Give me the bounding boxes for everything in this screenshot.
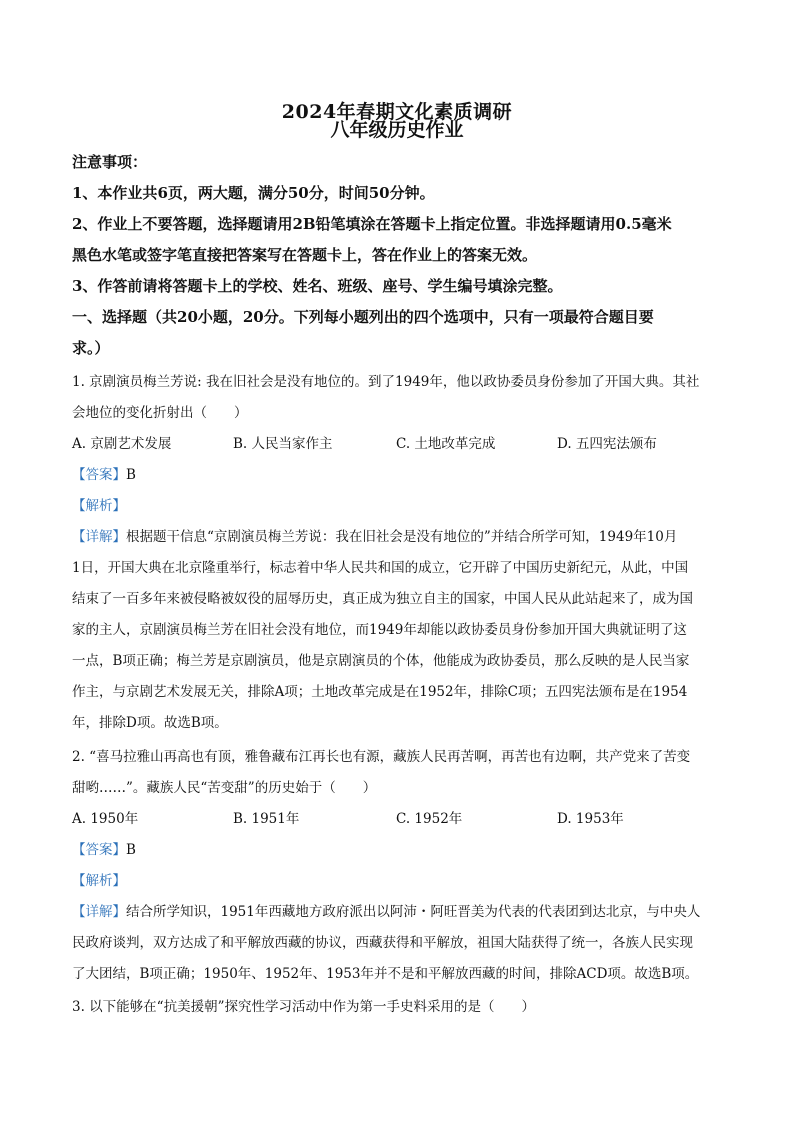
question-2-option-c: C. 1952年	[396, 811, 463, 827]
question-2-detail-line: 民政府谈判，双方达成了和平解放西藏的协议，西藏获得和平解放，祖国大陆获得了统一，各族人民实现	[72, 935, 693, 951]
question-1-option-a: A. 京剧艺术发展	[72, 436, 172, 452]
notice-item: 2、作业上不要答题，选择题请用2B铅笔填涂在答题卡上指定位置。非选择题请用0.5毫米	[72, 215, 672, 233]
question-1-option-b: B. 人民当家作主	[233, 436, 333, 452]
notice-item: 黑色水笔或签字笔直接把答案写在答题卡上，答在作业上的答案无效。	[72, 246, 538, 264]
question-1-analysis-tag: 【解析】	[72, 498, 126, 514]
question-2-option-a: A. 1950年	[72, 811, 139, 827]
question-2-option-b: B. 1951年	[233, 811, 300, 827]
document-title: 2024年春期文化素质调研	[281, 101, 513, 123]
question-1-detail-line: 作主，与京剧艺术发展无关，排除A项；土地改革完成是在1952年，排除C项；五四宪法颁布是在1954	[72, 684, 688, 700]
question-2-answer	[72, 838, 136, 858]
question-1-detail-line: 家的主人，京剧演员梅兰芳在旧社会没有地位，而1949年却能以政协委员身份参加开国大典就证明了这	[72, 622, 687, 638]
question-1-stem-cont: 会地位的变化折射出（ ）	[72, 405, 248, 421]
question-3-stem: 3. 以下能够在“抗美援朝”探究性学习活动中作为第一手史料采用的是（ ）	[72, 999, 535, 1015]
notice-item: 1、本作业共6页，两大题，满分50分，时间50分钟。	[72, 184, 435, 202]
question-1-detail-line: 结束了一百多年来被侵略被奴役的屈辱历史，真正成为独立自主的国家，中国人民从此站起来了，成为国	[72, 591, 693, 607]
detail-text: 根据题干信息“京剧演员梅兰芳说：我在旧社会是没有地位的”并结合所学可知，1949年10月	[126, 529, 678, 545]
question-1-option-d: D. 五四宪法颁布	[557, 436, 657, 452]
section-heading-cont: 求。）	[72, 339, 110, 357]
detail-text: 结合所学知识，1951年西藏地方政府派出以阿沛・阿旺晋美为代表的代表团到达北京，与中央人	[126, 904, 701, 920]
answer-tag: 【答案】	[72, 467, 126, 483]
question-1-answer	[72, 463, 136, 483]
question-1-detail-line: 1日，开国大典在北京隆重举行，标志着中华人民共和国的成立，它开辟了中国历史新纪元，从此，中国	[72, 560, 689, 576]
question-2-detail-line: 了大团结，B项正确；1950年、1952年、1953年并不是和平解放西藏的时间，排除ACD项。故选B项。	[72, 966, 699, 982]
detail-tag: 【详解】	[72, 904, 126, 920]
answer-value: B	[126, 467, 136, 483]
notice-item: 3、作答前请将答题卡上的学校、姓名、班级、座号、学生编号填涂完整。	[72, 277, 563, 295]
question-2-detail	[72, 900, 700, 920]
question-2-analysis-tag: 【解析】	[72, 873, 126, 889]
question-2-stem-cont: 甜哟……”。藏族人民“苦变甜”的历史始于（ ）	[72, 780, 377, 796]
notice-heading: 注意事项：	[72, 153, 148, 171]
question-1-detail	[72, 525, 677, 545]
question-1-stem: 1. 京剧演员梅兰芳说: 我在旧社会是没有地位的。到了1949年，他以政协委员身份参加了开国大典。其社	[72, 374, 700, 390]
question-2-stem: 2. “喜马拉雅山再高也有顶，雅鲁藏布江再长也有源，藏族人民再苦啊，再苦也有边啊，共产党来了苦变	[72, 749, 691, 765]
question-1-detail-line: 年，排除D项。故选B项。	[72, 715, 228, 731]
answer-tag: 【答案】	[72, 842, 126, 858]
answer-value: B	[126, 842, 136, 858]
question-2-option-d: D. 1953年	[557, 811, 624, 827]
section-heading: 一、选择题（共20小题，20分。下列每小题列出的四个选项中，只有一项最符合题目要	[72, 308, 654, 326]
document-subtitle: 八年级历史作业	[330, 119, 464, 141]
question-1-detail-line: 一点，B项正确；梅兰芳是京剧演员，他是京剧演员的个体，他能成为政协委员，那么反映的是人民当家	[72, 653, 690, 669]
question-1-option-c: C. 土地改革完成	[396, 436, 496, 452]
detail-tag: 【详解】	[72, 529, 126, 545]
